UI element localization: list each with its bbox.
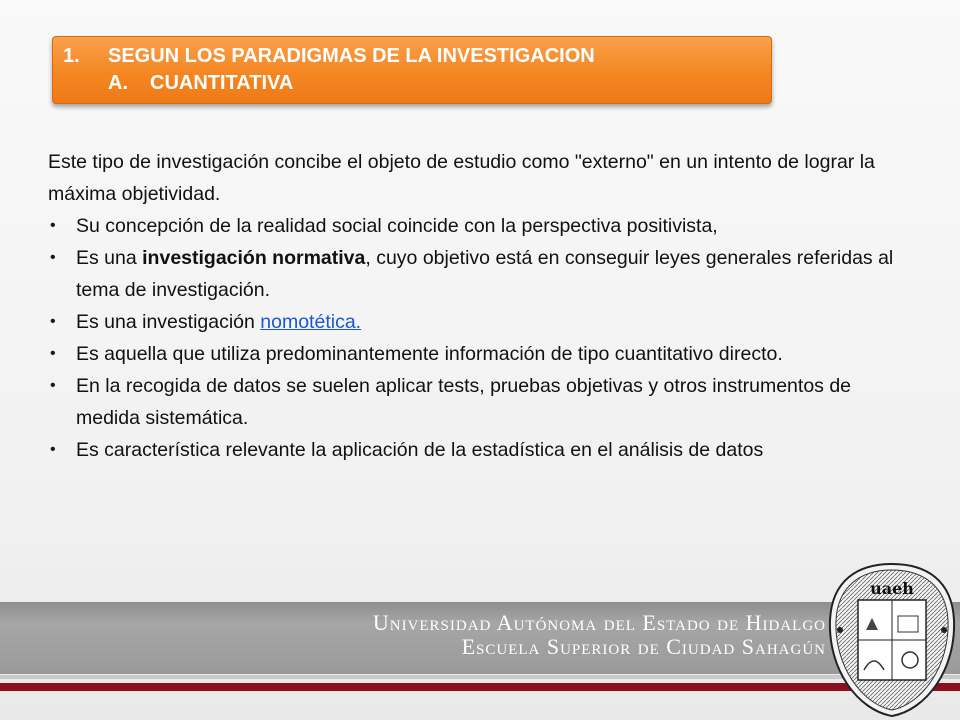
- bullet-item: [48, 370, 908, 434]
- bullet-text: Es una investigación: [76, 311, 261, 333]
- bullet-dot: •: [50, 313, 56, 330]
- school-name: Escuela Superior de Ciudad Sahagún: [461, 634, 826, 659]
- bullet-text: Es una: [76, 247, 143, 269]
- bullet-text: Su concepción de la realidad social coincide con la perspectiva positivista,: [76, 215, 718, 237]
- university-name: Universidad Autónoma del Estado de Hidalgo: [372, 610, 826, 635]
- bullet-item: [48, 242, 908, 306]
- title-number: 1.: [63, 45, 80, 67]
- subtitle-letter: A.: [108, 72, 128, 94]
- footer-red-stripe: [0, 683, 960, 691]
- bullet-dot: •: [50, 377, 56, 394]
- bullet-text: , cuyo objetivo está en conseguir leyes generales referidas al tema de investigación.: [76, 247, 894, 301]
- title-box: [52, 36, 772, 104]
- bullet-dot: •: [50, 249, 56, 266]
- intro-paragraph: Este tipo de investigación concibe el objeto de estudio como "externo" en un intento de lograr la máxima objetividad.: [48, 151, 875, 205]
- bullet-item: [48, 210, 908, 242]
- bullet-item: [48, 434, 908, 466]
- bullet-item: [48, 306, 908, 338]
- bullet-dot: •: [50, 441, 56, 458]
- bullet-item: [48, 338, 908, 370]
- bullet-dot: •: [50, 345, 56, 362]
- bullet-bold-text: investigación normativa: [142, 247, 366, 269]
- bullet-text: Es característica relevante la aplicación de la estadística en el análisis de datos: [76, 439, 764, 461]
- title-line-1: [63, 45, 595, 68]
- logo-text: uaeh: [870, 579, 914, 598]
- bullet-text: Es aquella que utiliza predominantemente información de tipo cuantitativo directo.: [76, 343, 783, 365]
- title-line-2: [108, 72, 293, 95]
- bullet-text: En la recogida de datos se suelen aplicar tests, pruebas objetivas y otros instrumentos de medida sistemática.: [76, 375, 852, 429]
- title-main: SEGUN LOS PARADIGMAS DE LA INVESTIGACION: [108, 45, 595, 67]
- bullet-list: [48, 210, 908, 466]
- footer-divider: [0, 675, 960, 679]
- subtitle-text: CUANTITATIVA: [150, 72, 294, 94]
- bullet-dot: •: [50, 217, 56, 234]
- body-text: [48, 146, 908, 466]
- uaeh-crest-icon: [826, 560, 958, 718]
- nomotetica-link[interactable]: nomotética.: [260, 311, 362, 333]
